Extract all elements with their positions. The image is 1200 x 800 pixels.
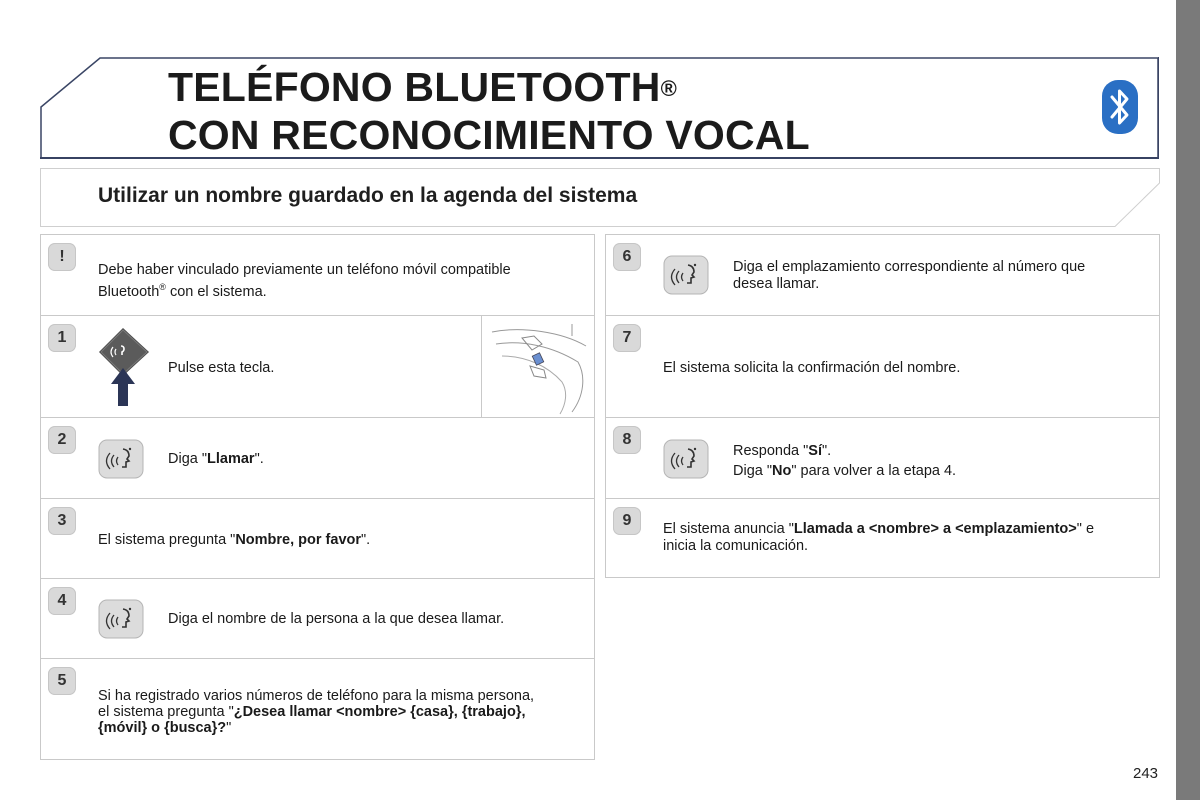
step-text: El sistema pregunta "Nombre, por favor".	[98, 532, 371, 548]
step-number: 9	[613, 507, 641, 535]
steering-wheel-diagram	[481, 316, 596, 417]
step-card-6	[605, 234, 1160, 316]
step-card-8	[605, 417, 1160, 499]
step-text: Diga el emplazamiento correspondiente al número que desea llamar.	[733, 259, 1086, 292]
step-text: Pulse esta tecla.	[168, 360, 275, 376]
step-card-9	[605, 498, 1160, 578]
step-card-3	[40, 498, 595, 579]
step-number: 7	[613, 324, 641, 352]
voice-command-icon	[663, 439, 709, 479]
page-title: TELÉFONO BLUETOOTH® CON RECONOCIMIENTO VOCAL	[168, 64, 810, 158]
warning-badge-icon: !	[48, 243, 76, 271]
step-number: 2	[48, 426, 76, 454]
step-text: El sistema anuncia "Llamada a <nombre> a <emplazamiento>" e inicia la comunicación.	[663, 521, 1095, 554]
voice-command-icon	[663, 255, 709, 295]
step-text: Si ha registrado varios números de teléfono para la misma persona, el sistema pregunta "¿Desea llamar <nombre> {casa}, {trabajo}, {móvil} o {busca}?"	[98, 688, 535, 736]
step-number: 4	[48, 587, 76, 615]
steering-button-icon	[97, 326, 151, 406]
step-card-4	[40, 578, 595, 659]
title-header	[40, 57, 1159, 159]
step-text: Diga el nombre de la persona a la que desea llamar.	[168, 611, 505, 627]
step-text: Diga "Llamar".	[168, 451, 264, 467]
bluetooth-icon	[1102, 80, 1138, 134]
step-card-2	[40, 417, 595, 499]
voice-command-icon	[98, 599, 144, 639]
step-card-1	[40, 315, 595, 418]
notice-text: Debe haber vinculado previamente un teléfono móvil compatible Bluetooth® con el sistema.	[98, 262, 511, 300]
step-number: 1	[48, 324, 76, 352]
voice-command-icon	[98, 439, 144, 479]
step-number: 5	[48, 667, 76, 695]
step-card-5	[40, 658, 595, 760]
notice-card	[40, 234, 595, 316]
step-card-7	[605, 315, 1160, 418]
section-header	[40, 168, 1160, 227]
section-title: Utilizar un nombre guardado en la agenda del sistema	[98, 184, 638, 207]
step-number: 6	[613, 243, 641, 271]
step-text: Responda "Sí". Diga "No" para volver a la etapa 4.	[733, 443, 957, 479]
step-number: 8	[613, 426, 641, 454]
step-text: El sistema solicita la confirmación del nombre.	[663, 360, 961, 376]
step-number: 3	[48, 507, 76, 535]
page-number: 243	[1133, 765, 1159, 782]
page-edge-tab	[1176, 0, 1200, 800]
